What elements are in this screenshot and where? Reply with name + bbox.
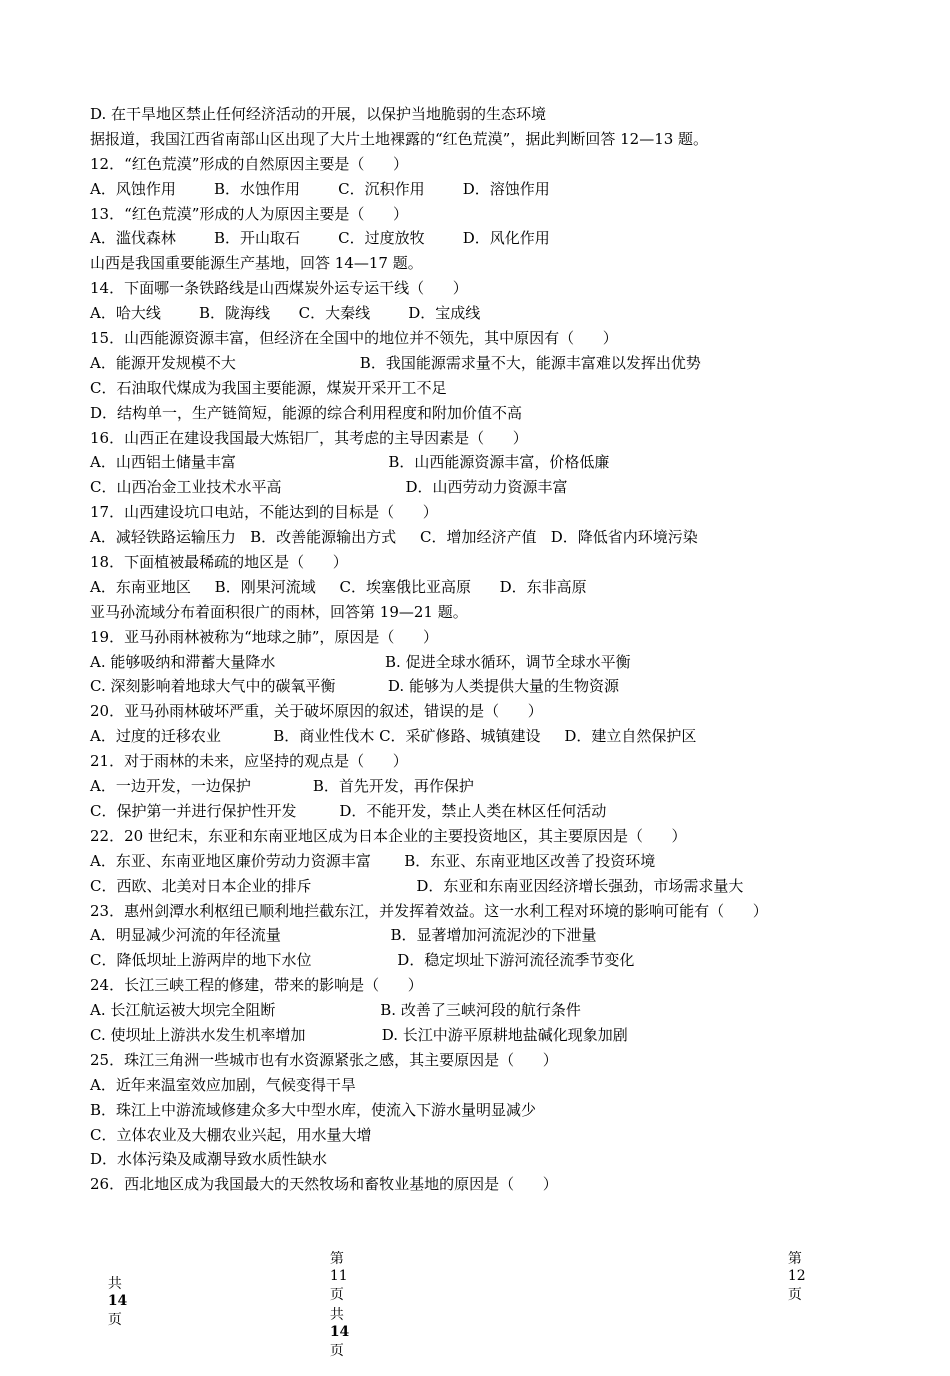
text-line: B．珠江上中游流域修建众多大中型水库，使流入下游水量明显减少: [90, 1100, 537, 1119]
text-line: 14．下面哪一条铁路线是山西煤炭外运专运干线（ ）: [90, 279, 468, 298]
text-line: C．山西冶金工业技术水平高 D．山西劳动力资源丰富: [90, 478, 568, 497]
text-line: A．过度的迁移农业 B．商业性伐木 C．采矿修路、城镇建设 D．建立自然保护区: [90, 727, 697, 746]
text-line: 15．山西能源资源丰富，但经济在全国中的地位并不领先，其中原因有（ ）: [90, 329, 618, 348]
text-line: 19．亚马孙雨林被称为“地球之肺”，原因是（ ）: [90, 627, 439, 646]
text-line: A．一边开发，一边保护 B．首先开发，再作保护: [90, 777, 474, 796]
text-line: 20．亚马孙雨林破坏严重，关于破坏原因的叙述，错误的是（ ）: [90, 702, 543, 721]
footer-text: 页: [329, 1343, 344, 1359]
text-line: 17．山西建设坑口电站，不能达到的目标是（ ）: [90, 503, 438, 522]
text-line: A．滥伐森林 B．开山取石 C．过度放牧 D．风化作用: [90, 229, 550, 248]
text-line: D. 在干旱地区禁止任何经济活动的开展，以保护当地脆弱的生态环境: [90, 105, 547, 123]
text-line: 21．对于雨林的未来，应坚持的观点是（ ）: [90, 752, 408, 771]
text-line: 25．珠江三角洲一些城市也有水资源紧张之感，其主要原因是（ ）: [90, 1050, 558, 1069]
text-line: C. 深刻影响着地球大气中的碳氧平衡 D. 能够为人类提供大量的生物资源: [90, 677, 619, 696]
text-line: 18．下面植被最稀疏的地区是（ ）: [90, 553, 348, 572]
page-footer-center: [312, 1232, 349, 1376]
footer-text: 共: [107, 1276, 122, 1292]
footer-text: 页: [329, 1287, 344, 1303]
text-line: A．哈大线 B．陇海线 C．大秦线 D．宝成线: [90, 304, 481, 323]
text-line: A．东亚、东南亚地区廉价劳动力资源丰富 B．东亚、东南亚地区改善了投资环境: [90, 851, 656, 870]
page-total: 14: [329, 1324, 350, 1340]
text-line: 26．西北地区成为我国最大的天然牧场和畜牧业基地的原因是（ ）: [90, 1175, 558, 1194]
page-number: 11: [329, 1268, 348, 1284]
page-footer-right: [770, 1232, 806, 1320]
question-text: [90, 102, 850, 1197]
text-line: 16．山西正在建设我国最大炼铝厂，其考虑的主导因素是（ ）: [90, 428, 528, 447]
page-number: 12: [787, 1268, 806, 1284]
text-line: C．石油取代煤成为我国主要能源，煤炭开采开工不足: [90, 378, 447, 397]
text-line: A. 长江航运被大坝完全阻断 B. 改善了三峡河段的航行条件: [90, 1001, 581, 1020]
footer-text: 第: [329, 1251, 344, 1267]
text-line: 山西是我国重要能源生产基地，回答 14—17 题。: [90, 254, 423, 273]
text-line: C. 使坝址上游洪水发生机率增加 D. 长江中游平原耕地盐碱化现象加剧: [90, 1025, 628, 1044]
text-line: A．东南亚地区 B．刚果河流域 C．埃塞俄比亚高原 D．东非高原: [90, 577, 587, 596]
text-line: C．立体农业及大棚农业兴起，用水量大增: [90, 1125, 372, 1144]
text-line: A．近年来温室效应加剧，气候变得干旱: [90, 1075, 356, 1094]
text-line: 13．“红色荒漠”形成的人为原因主要是（ ）: [90, 204, 409, 223]
page-total: 14: [107, 1293, 128, 1309]
text-line: 23．惠州剑潭水利枢纽已顺利地拦截东江，并发挥着效益。这一水利工程对环境的影响可能有（ ）: [90, 901, 768, 920]
text-line: A．减轻铁路运输压力 B．改善能源输出方式 C．增加经济产值 D．降低省内环境污染: [90, 528, 698, 547]
footer-text: 页: [107, 1312, 122, 1328]
text-line: 12．“红色荒漠”形成的自然原因主要是（ ）: [90, 154, 409, 173]
text-line: A．明显减少河流的年径流量 B．显著增加河流泥沙的下泄量: [90, 926, 597, 945]
footer-text: 共: [329, 1307, 344, 1323]
text-line: A. 能够吸纳和滞蓄大量降水 B. 促进全球水循环，调节全球水平衡: [90, 652, 631, 671]
text-line: C．保护第一并进行保护性开发 D．不能开发，禁止人类在林区任何活动: [90, 801, 607, 820]
footer-text: 页: [787, 1287, 802, 1303]
text-line: 据报道，我国江西省南部山区出现了大片土地裸露的“红色荒漠”，据此判断回答 12—13 题。: [90, 129, 709, 148]
footer-text: 第: [787, 1251, 802, 1267]
text-line: A．能源开发规模不大 B．我国能源需求量不大，能源丰富难以发挥出优势: [90, 353, 701, 372]
text-line: D．水体污染及咸潮导致水质性缺水: [90, 1150, 328, 1169]
text-line: A．山西铝土储量丰富 B．山西能源资源丰富，价格低廉: [90, 453, 610, 472]
text-line: 24．长江三峡工程的修建，带来的影响是（ ）: [90, 976, 423, 995]
text-line: A．风蚀作用 B．水蚀作用 C．沉积作用 D．溶蚀作用: [90, 179, 550, 198]
text-line: D．结构单一，生产链简短，能源的综合利用程度和附加价值不高: [90, 403, 523, 422]
text-line: C．西欧、北美对日本企业的排斥 D．东亚和东南亚因经济增长强劲，市场需求量大: [90, 876, 744, 895]
page-footer-wrap: [90, 1257, 127, 1345]
text-line: C．降低坝址上游两岸的地下水位 D．稳定坝址下游河流径流季节变化: [90, 951, 635, 970]
text-line: 亚马孙流域分布着面积很广的雨林，回答第 19—21 题。: [90, 602, 468, 621]
text-line: 22．20 世纪末，东亚和东南亚地区成为日本企业的主要投资地区，其主要原因是（ ）: [90, 826, 687, 845]
